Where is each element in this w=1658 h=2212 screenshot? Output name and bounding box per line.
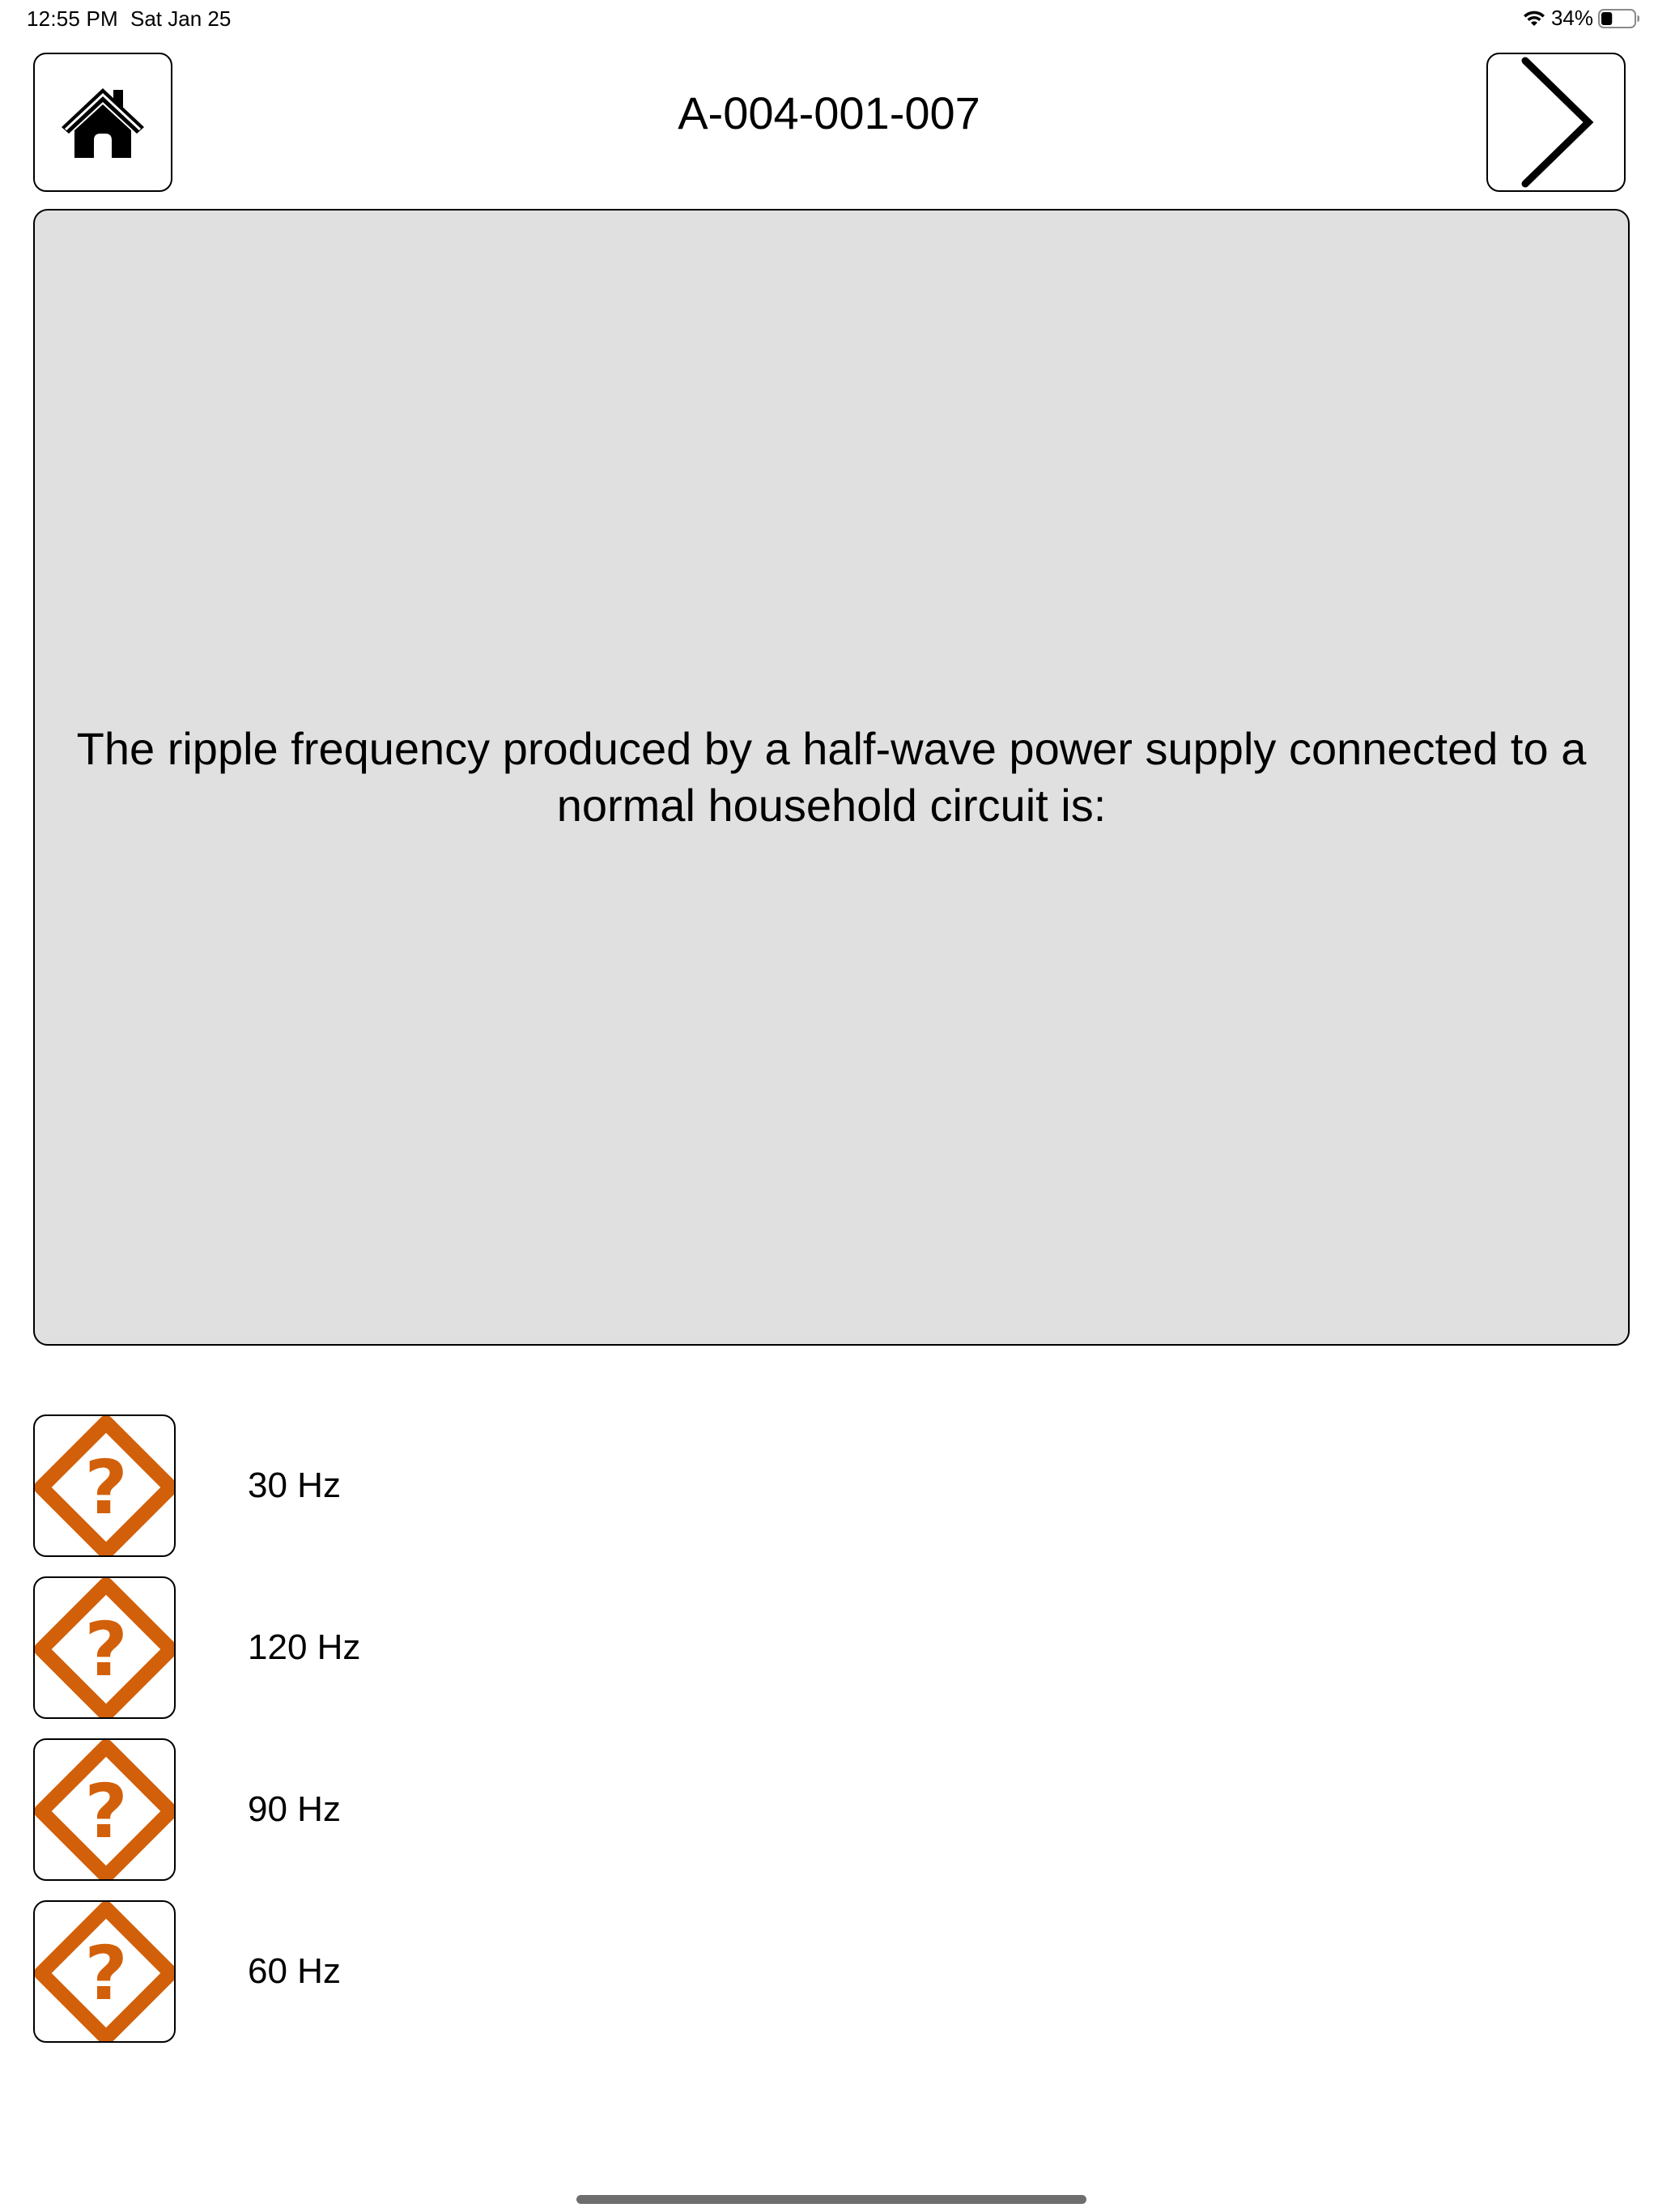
- answer-label: 120 Hz: [248, 1627, 361, 1667]
- question-diamond-icon: [35, 1902, 176, 2043]
- answer-button[interactable]: [33, 1576, 176, 1719]
- question-diamond-icon: [35, 1740, 176, 1881]
- battery-icon: [1598, 8, 1640, 29]
- svg-text:?: ?: [84, 1444, 128, 1531]
- home-indicator[interactable]: [576, 2195, 1086, 2204]
- svg-text:?: ?: [84, 1606, 128, 1693]
- question-diamond-icon: [35, 1578, 176, 1719]
- wifi-icon: [1522, 9, 1546, 28]
- answer-option-4[interactable]: [33, 1900, 1630, 2043]
- answer-label: 30 Hz: [248, 1465, 341, 1505]
- answer-button[interactable]: [33, 1414, 176, 1557]
- status-date: Sat Jan 25: [130, 6, 232, 31]
- chevron-right-icon: [1516, 56, 1596, 189]
- question-diamond-icon: [35, 1416, 176, 1557]
- question-panel: [33, 209, 1630, 1346]
- answer-button[interactable]: [33, 1900, 176, 2043]
- battery-percent: 34%: [1550, 6, 1593, 30]
- answer-option-1[interactable]: [33, 1414, 1630, 1557]
- status-indicators: [1522, 6, 1640, 31]
- answer-option-2[interactable]: [33, 1576, 1630, 1719]
- svg-text:?: ?: [84, 1768, 128, 1855]
- question-id: A-004-001-007: [678, 87, 980, 138]
- answer-label: 60 Hz: [248, 1951, 341, 1991]
- answer-button[interactable]: [33, 1738, 176, 1881]
- svg-text:?: ?: [84, 1930, 128, 2017]
- answer-option-3[interactable]: [33, 1738, 1630, 1881]
- status-time: 12:55 PM: [27, 6, 118, 31]
- next-button[interactable]: [1486, 53, 1626, 192]
- answer-label: 90 Hz: [248, 1789, 341, 1829]
- question-text: The ripple frequency produced by a half-wave power supply connected to a normal household circuit is:: [76, 723, 1587, 831]
- status-bar: [0, 0, 1658, 39]
